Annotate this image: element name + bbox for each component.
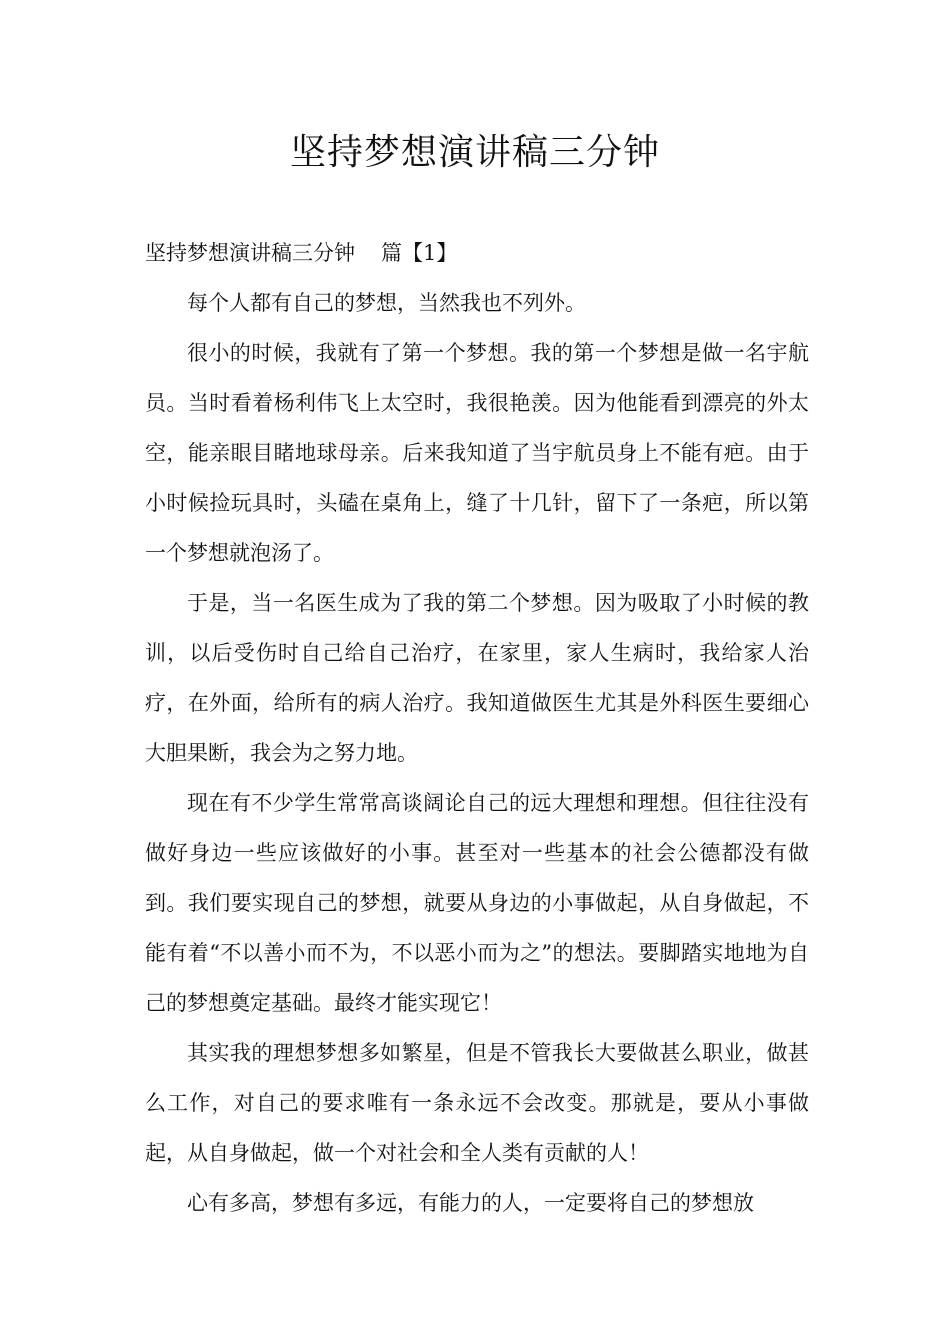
document-body: [145, 228, 809, 1228]
section-heading-title: 坚持梦想演讲稿三分钟: [145, 241, 355, 265]
paragraph: 心有多高，梦想有多远，有能力的人，一定要将自己的梦想放: [187, 1191, 754, 1215]
section-heading-number: 篇【1】: [381, 241, 458, 265]
paragraph: 其实我的理想梦想多如繁星，但是不管我长大要做甚么职业，做甚么工作，对自己的要求唯有一条永远不会改变。那就是，要从小事做起，从自身做起，做一个对社会和全人类有贡献的人！: [145, 1041, 809, 1165]
paragraph: 于是，当一名医生成为了我的第二个梦想。因为吸取了小时候的教训，以后受伤时自己给自己治疗，在家里，家人生病时，我给家人治疗，在外面，给所有的病人治疗。我知道做医生尤其是外科医生要细心大胆果断，我会为之努力地。: [145, 591, 809, 765]
paragraph: 很小的时候，我就有了第一个梦想。我的第一个梦想是做一名宇航员。当时看着杨利伟飞上太空时，我很艳羡。因为他能看到漂亮的外太空，能亲眼目睹地球母亲。后来我知道了当宇航员身上不能有疤。由于小时候捡玩具时，头磕在桌角上，缝了十几针，留下了一条疤，所以第一个梦想就泡汤了。: [145, 341, 809, 565]
section-heading: [145, 228, 809, 278]
paragraph: 现在有不少学生常常高谈阔论自己的远大理想和理想。但往往没有做好身边一些应该做好的小事。甚至对一些基本的社会公德都没有做到。我们要实现自己的梦想，就要从身边的小事做起，从自身做起，不能有着“不以善小而不为，不以恶小而为之”的想法。要脚踏实地地为自己的梦想奠定基础。最终才能实现它！: [145, 791, 809, 1015]
document-title: 坚持梦想演讲稿三分钟: [289, 132, 660, 173]
paragraph: 每个人都有自己的梦想，当然我也不列外。: [187, 291, 586, 315]
